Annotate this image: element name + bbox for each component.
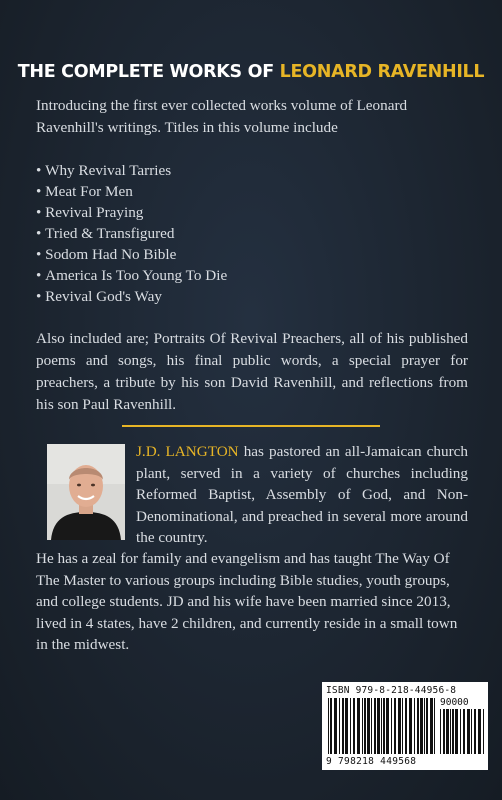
list-item: • Why Revival Tarries (36, 160, 227, 181)
barcode-bar (383, 698, 385, 754)
barcode-bar (353, 698, 355, 754)
barcode-bar (402, 698, 403, 754)
author-photo (47, 444, 125, 540)
barcode-bar (362, 698, 363, 754)
barcode-bar (430, 698, 433, 754)
ean-digits: 9 798218 449568 (326, 756, 417, 767)
barcode-bar (446, 709, 449, 754)
barcode-bar (371, 698, 372, 754)
list-item: • Revival God's Way (36, 286, 227, 307)
barcode-bar (339, 698, 340, 754)
barcode-bar (374, 698, 376, 754)
barcode-bar (420, 698, 423, 754)
author-bio-top (136, 441, 468, 549)
also-included-paragraph: Also included are; Portraits Of Revival Preachers, all of his published poems and songs, his final public words, a special prayer for preachers, a tribute by his son David Ravenhill, and reflections from his son Paul Ravenhill. (36, 330, 468, 413)
barcode-bar (409, 698, 412, 754)
title-highlight: LEONARD RAVENHILL (279, 62, 485, 82)
barcode-bar (424, 698, 425, 754)
barcode-bar (377, 698, 380, 754)
barcode-bar (443, 709, 445, 754)
barcode-bar (342, 698, 344, 754)
barcode-bar (417, 698, 419, 754)
barcode-bar (364, 698, 366, 754)
barcode-bar (452, 709, 454, 754)
barcode-bar (386, 698, 389, 754)
barcode-bar (330, 698, 332, 754)
barcode-bar (398, 698, 401, 754)
author-portrait-icon (47, 444, 125, 540)
barcode-bar (328, 698, 329, 754)
list-item: • Sodom Had No Bible (36, 244, 227, 265)
isbn-label: ISBN 979-8-218-44956-8 (326, 685, 457, 696)
barcode-bar (367, 698, 370, 754)
barcode-bar (350, 698, 351, 754)
barcode-main-bars (328, 698, 436, 754)
barcode-addon-number: 90000 (440, 697, 469, 708)
barcode-bar (391, 698, 392, 754)
barcode-bar (478, 709, 481, 754)
gold-divider (122, 425, 380, 427)
list-item: • America Is Too Young To Die (36, 265, 227, 286)
author-bio-top-text: has pastored an all-Jamaican church plant, served in a variety of churches including Reformed Baptist, Assembly of God, and Non-Denominational, and preached in several more around the country. (136, 443, 469, 546)
barcode-bar (483, 709, 484, 754)
barcode-bar (467, 709, 470, 754)
barcode-bar (381, 698, 382, 754)
barcode-bar (463, 709, 465, 754)
intro-paragraph: Introducing the first ever collected works volume of Leonard Ravenhill's writings. Titles in this volume include (36, 97, 408, 136)
barcode-bar (334, 698, 337, 754)
barcode-bar (471, 709, 472, 754)
list-item: • Revival Praying (36, 202, 227, 223)
cover-title (0, 62, 502, 82)
title-prefix: THE COMPLETE WORKS OF (17, 62, 280, 82)
barcode-bar (426, 698, 428, 754)
titles-list (36, 160, 227, 307)
author-name: J.D. LANGTON (136, 443, 239, 460)
barcode-bar (357, 698, 360, 754)
barcode-bar (414, 698, 415, 754)
barcode-addon-bars (440, 709, 484, 754)
barcode-bar (394, 698, 396, 754)
barcode-bar (345, 698, 348, 754)
barcode-bar (460, 709, 461, 754)
barcode-bar (440, 709, 441, 754)
author-bio-bottom: He has a zeal for family and evangelism and has taught The Way Of The Master to various groups including Bible studies, youth groups, and college students. JD and his wife have been married since 2013, lived in 4 states, have 2 children, and currently reside in a small town in the midwest. (36, 550, 458, 653)
barcode-bar (405, 698, 407, 754)
list-item: • Tried & Transfigured (36, 223, 227, 244)
barcode-bar (450, 709, 451, 754)
barcode-bar (434, 698, 435, 754)
barcode (322, 682, 488, 770)
barcode-bar (474, 709, 476, 754)
barcode-bar (455, 709, 458, 754)
list-item: • Meat For Men (36, 181, 227, 202)
